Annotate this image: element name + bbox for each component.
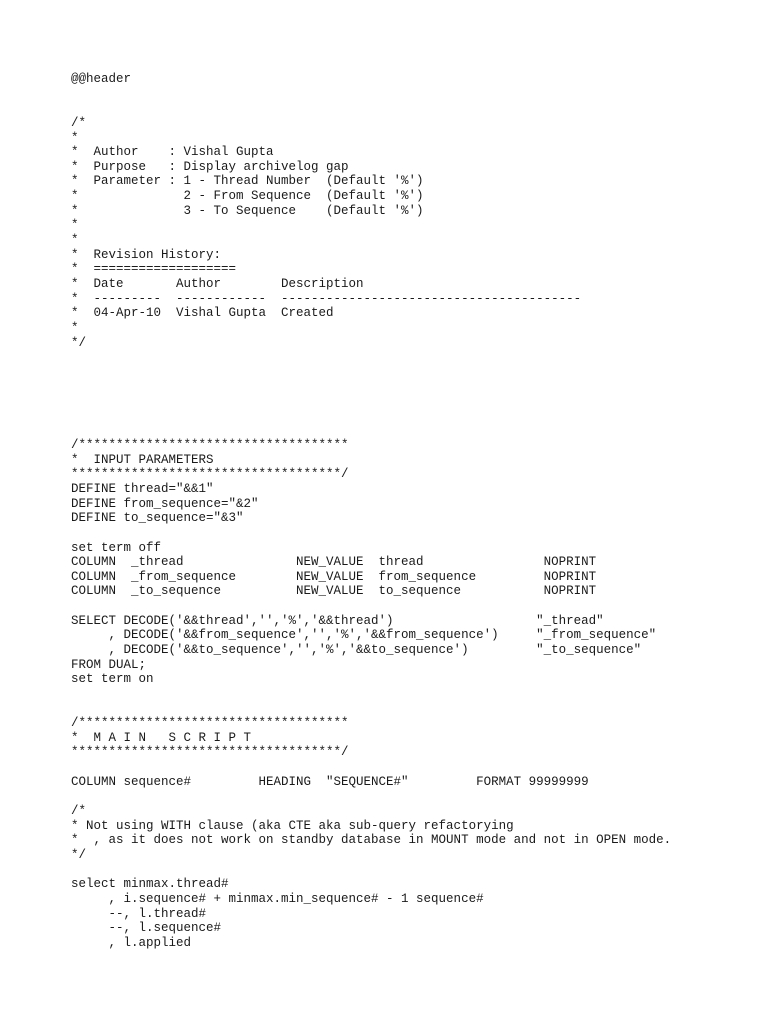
code-line: DEFINE from_sequence="&2" xyxy=(71,496,259,511)
code-line xyxy=(71,526,671,541)
code-line: COLUMN _to_sequence NEW_VALUE to_sequence NOPRINT xyxy=(71,584,597,599)
code-line xyxy=(71,423,671,438)
code-line xyxy=(71,702,671,717)
code-line: SELECT DECODE('&&thread','','%','&&thread') "_thread" xyxy=(71,613,604,628)
code-line xyxy=(71,409,671,424)
code-line: DEFINE to_sequence="&3" xyxy=(71,511,244,526)
code-line: * Author : Vishal Gupta xyxy=(71,145,274,160)
code-line: COLUMN _thread NEW_VALUE thread NOPRINT xyxy=(71,555,597,570)
code-line: set term off xyxy=(71,540,162,555)
code-line xyxy=(71,760,671,775)
code-line: * xyxy=(71,218,79,233)
code-line: ************************************/ xyxy=(71,745,349,760)
code-line: */ xyxy=(71,847,87,862)
code-line: /************************************ xyxy=(71,438,349,453)
code-line: * xyxy=(71,130,79,145)
code-line xyxy=(71,350,671,365)
code-line: * --------- ------------ ---------------------------------------- xyxy=(71,291,582,306)
code-line: , DECODE('&&from_sequence','','%','&&from_sequence') "_from_sequence" xyxy=(71,628,657,643)
code-line xyxy=(71,863,671,878)
code-line xyxy=(71,789,671,804)
code-line: , i.sequence# + minmax.min_sequence# - 1 sequence# xyxy=(71,891,484,906)
code-line: , DECODE('&&to_sequence','','%','&&to_sequence') "_to_sequence" xyxy=(71,642,642,657)
code-line: @@header xyxy=(71,72,132,86)
code-line xyxy=(71,101,671,116)
code-line: * xyxy=(71,233,79,248)
code-line: /* xyxy=(71,115,87,130)
code-line: * Not using WITH clause (aka CTE aka sub-query refactorying xyxy=(71,818,514,833)
code-line: , l.applied xyxy=(71,935,192,950)
code-line: /* xyxy=(71,804,87,819)
code-line: select minmax.thread# xyxy=(71,877,229,892)
code-line: * , as it does not work on standby database in MOUNT mode and not in OPEN mode. xyxy=(71,833,672,848)
code-line: * M A I N S C R I P T xyxy=(71,730,252,745)
sql-script-text xyxy=(71,72,671,950)
code-line: * xyxy=(71,320,79,335)
code-line: /************************************ xyxy=(71,716,349,731)
code-line: COLUMN sequence# HEADING "SEQUENCE#" FORMAT 99999999 xyxy=(71,774,589,789)
code-line: set term on xyxy=(71,672,154,687)
code-line: ************************************/ xyxy=(71,467,349,482)
code-line: * INPUT PARAMETERS xyxy=(71,452,214,467)
code-line xyxy=(71,379,671,394)
code-line: DEFINE thread="&&1" xyxy=(71,481,214,496)
code-line: * 2 - From Sequence (Default '%') xyxy=(71,189,424,204)
code-line: * Revision History: xyxy=(71,247,222,262)
code-line: * Purpose : Display archivelog gap xyxy=(71,159,349,174)
code-line: * =================== xyxy=(71,262,237,277)
code-line: --, l.sequence# xyxy=(71,921,222,936)
code-line: FROM DUAL; xyxy=(71,657,147,672)
code-line: * Parameter : 1 - Thread Number (Default '%') xyxy=(71,174,424,189)
code-line: * 04-Apr-10 Vishal Gupta Created xyxy=(71,306,334,321)
code-line: */ xyxy=(71,335,87,350)
code-line: * Date Author Description xyxy=(71,276,364,291)
code-line xyxy=(71,365,671,380)
code-line xyxy=(71,687,671,702)
code-line xyxy=(71,87,671,102)
code-line xyxy=(71,394,671,409)
code-line: --, l.thread# xyxy=(71,906,207,921)
code-line: * 3 - To Sequence (Default '%') xyxy=(71,203,424,218)
code-line xyxy=(71,599,671,614)
code-line: COLUMN _from_sequence NEW_VALUE from_sequence NOPRINT xyxy=(71,569,597,584)
